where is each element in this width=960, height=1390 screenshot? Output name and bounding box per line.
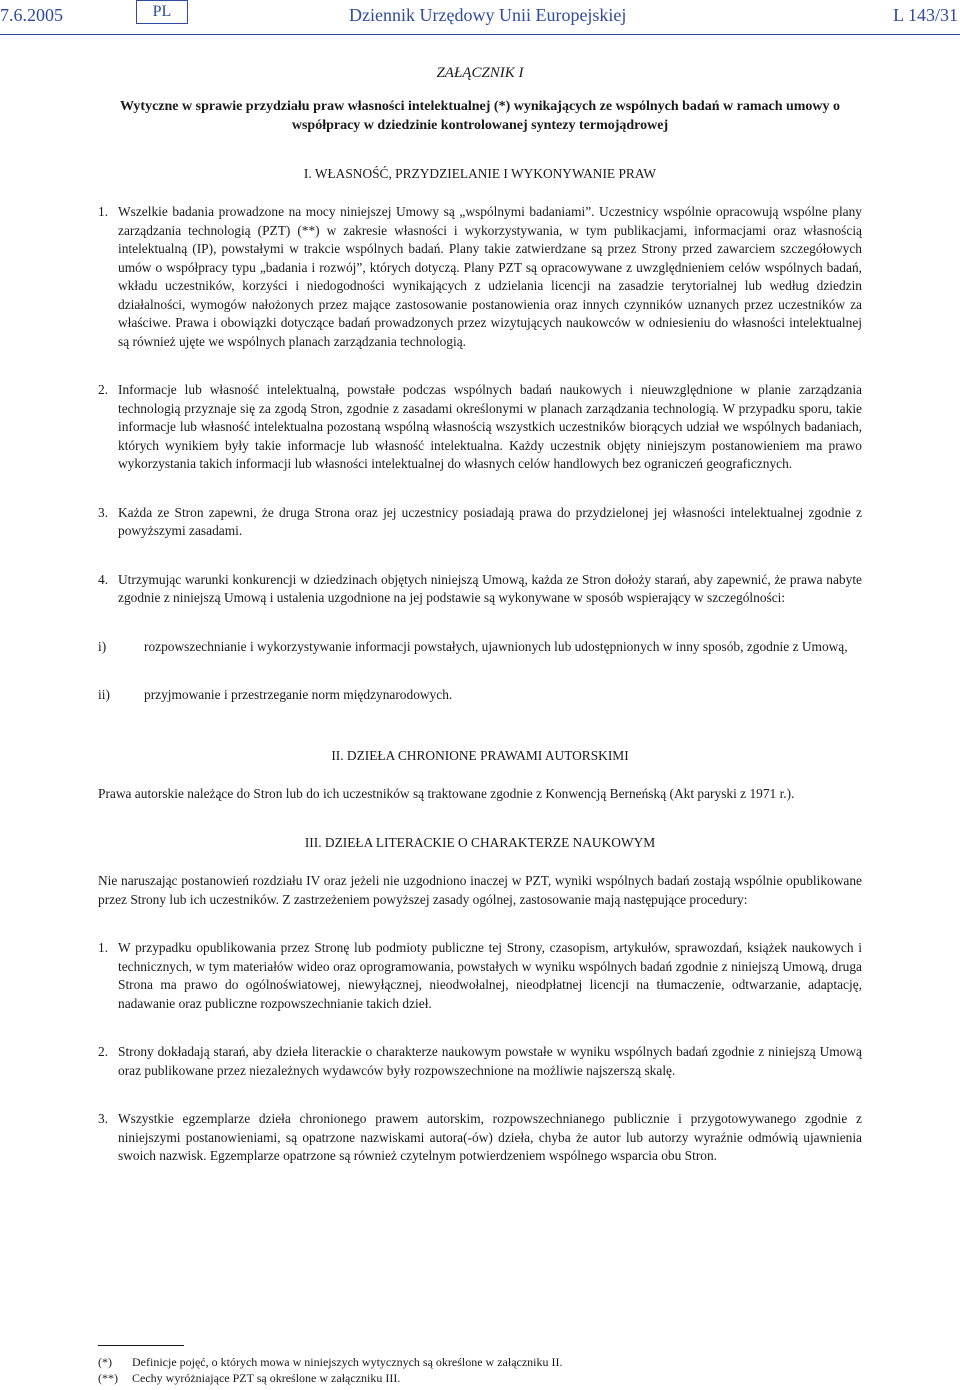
list-item (98, 203, 862, 351)
sub-item-text: rozpowszechnianie i wykorzystywanie informacji powstałych, ujawnionych lub udostępnionych w inny sposób, zgodnie z Umową, (144, 638, 848, 654)
item-text: Każda ze Stron zapewni, że druga Strona oraz jej uczestnicy posiadają prawa do przydzielonej jej własności intelektualnej zgodnie z powyższymi zasadami. (118, 504, 862, 538)
footnote-rule (98, 1345, 184, 1346)
footnote-text: Definicje pojęć, o których mowa w niniejszych wytycznych są określone w załączniku II. (132, 1355, 563, 1369)
footnote-marker: (*) (98, 1355, 112, 1369)
item-number: 4. (98, 571, 109, 587)
sub-item-number: i) (98, 638, 107, 654)
list-item (98, 939, 862, 1013)
section-heading-1: I. WŁASNOŚĆ, PRZYDZIELANIE I WYKONYWANIE PRAW (303, 165, 657, 181)
section-2-text: Prawa autorskie należące do Stron lub do ich uczestników są traktowane zgodnie z Konwencją Berneńską (Akt paryski z 1971 r.). (98, 786, 795, 801)
section-heading-3: III. DZIEŁA LITERACKIE O CHARAKTERZE NAUKOWYM (304, 834, 656, 850)
sub-list-item (98, 638, 862, 657)
language-badge: PL (136, 0, 188, 24)
list-item (98, 381, 862, 474)
list-item (98, 1110, 862, 1166)
item-number: 3. (98, 1111, 109, 1126)
document-title: Wytyczne w sprawie przydziału praw własności intelektualnej (*) wynikających ze wspólnych badań w ramach umowy o współpracy w dziedzinie kontrolowanej syntezy termojądrowej (119, 98, 841, 133)
item-number: 2. (98, 382, 109, 397)
item-text: Strony dokładają starań, aby dzieła literackie o charakterze naukowym powstałe w wyniku wspólnych badań zgodnie z niniejszą Umową oraz publikowane przez niezależnych wydawców były rozpowszechnione na możliwie najszerszą skalę. (118, 1044, 862, 1078)
list-item (98, 571, 862, 608)
section-heading-2: II. DZIEŁA CHRONIONE PRAWAMI AUTORSKIMI (331, 747, 629, 763)
item-text: Wszelkie badania prowadzone na mocy niniejszej Umowy są „wspólnymi badaniami”. Uczestnicy wspólnie opracowują wspólne plany zarządzania technologią (PZT) (**) w zakresie własności i wykorzystywania, w tym publikacjami, informacjami oraz własnością intelektualną (IP), powstałymi w trakcie wspólnych badań. Plany takie zatwierdzane są przez Strony przed zawarciem szczegółowych umów o współpracy typu „badania i rozwój”, których dotyczą. Plany PZT są opracowywane z uwzględnieniem celów wspólnych badań, wkładu uczestników, korzyści i niedogodności wynikających z udzielania licencji na zasadzie terytorialnej lub według dziedzin działalności, wymogów nałożonych przez mające zastosowanie postanowienia oraz innych czynników uznanych przez uczestników za właściwe. Prawa i obowiązki dotyczące badań prowadzonych przez wizytujących naukowców w odniesieniu do własności intelektualnej są również ujęte we wspólnych planach zarządzania technologią. (118, 204, 862, 349)
sub-item-number: ii) (98, 687, 110, 702)
document-body (98, 64, 862, 1196)
sub-list-item (98, 686, 862, 705)
annex-label: ZAŁĄCZNIK I (436, 65, 524, 81)
header-rule (0, 34, 960, 35)
list-item (98, 504, 862, 541)
footnote (98, 1370, 400, 1386)
item-text: W przypadku opublikowania przez Stronę lub podmioty publiczne tej Strony, czasopism, artykułów, sprawozdań, książek naukowych i technicznych, w tym materiałów wideo oraz oprogramowania, powstałych w wyniku wspólnych badań zgodnie z niniejszą Umową, druga Strona ma prawo do ogólnoświatowej, niewyłącznej, nieodwołalnej, nieodpłatnej licencji na tłumaczenie, odtwarzanie, adaptację, nadawanie oraz publiczne rozpowszechnianie takich dzieł. (118, 940, 862, 1011)
item-number: 1. (98, 204, 109, 219)
footnote (98, 1354, 563, 1370)
publication-date: 7.6.2005 (0, 5, 63, 25)
item-text: Informacje lub własność intelektualną, powstałe podczas wspólnych badań naukowych i nieuwzględnione w planie zarządzania technologią przyznaje się za zgodą Stron, zgodnie z zasadami określonymi w planach zarządzania technologią. W przypadku sporu, takie informacje lub własność intelektualna pozostaną wspólną własnością wszystkich uczestników biorących udział we wspólnych badaniach, których wynikiem były takie informacje lub własność intelektualna. Każdy uczestnik objęty niniejszym postanowieniem ma prawo wykorzystania takich informacji lub własności intelektualnej do własnych celów handlowych bez ograniczeń geograficznych. (118, 382, 862, 471)
item-text: Utrzymując warunki konkurencji w dziedzinach objętych niniejszą Umową, każda ze Stron dołoży starań, aby zapewnić, że prawa nabyte zgodnie z niniejszą Umową i ustalenia uzgodnione na jej podstawie są wykonywane w sposób wspierający w szczególności: (118, 571, 862, 605)
item-number: 1. (98, 940, 109, 955)
item-number: 3. (98, 504, 109, 520)
footnote-text: Cechy wyróżniające PZT są określone w załączniku III. (132, 1371, 401, 1385)
item-text: Wszystkie egzemplarze dzieła chronionego prawem autorskim, rozpowszechnianego publicznie i przygotowywanego zgodnie z niniejszymi postanowieniami, są opatrzone nazwiskami autora(-ów) dzieła, chyba że autor lub autorzy wyraźnie odmówią ujawnienia swoich nazwisk. Egzemplarze opatrzone są również czytelnym potwierdzeniem wspólnego wsparcia obu Stron. (118, 1111, 862, 1163)
sub-item-text: przyjmowanie i przestrzeganie norm międzynarodowych. (144, 687, 453, 702)
journal-title: Dziennik Urzędowy Unii Europejskiej (349, 5, 627, 25)
footnote-marker: (**) (98, 1371, 118, 1385)
page-header (0, 0, 960, 30)
page-number: L 143/31 (893, 5, 958, 25)
list-item (98, 1043, 862, 1080)
section-3-intro: Nie naruszając postanowień rozdziału IV oraz jeżeli nie uzgodniono inaczej w PZT, wyniki wspólnych badań zostają wspólnie opublikowane przez Strony lub ich uczestników. Z zastrzeżeniem powyższej zasady ogólnej, zastosowanie mają następujące procedury: (98, 873, 862, 907)
item-number: 2. (98, 1044, 109, 1059)
